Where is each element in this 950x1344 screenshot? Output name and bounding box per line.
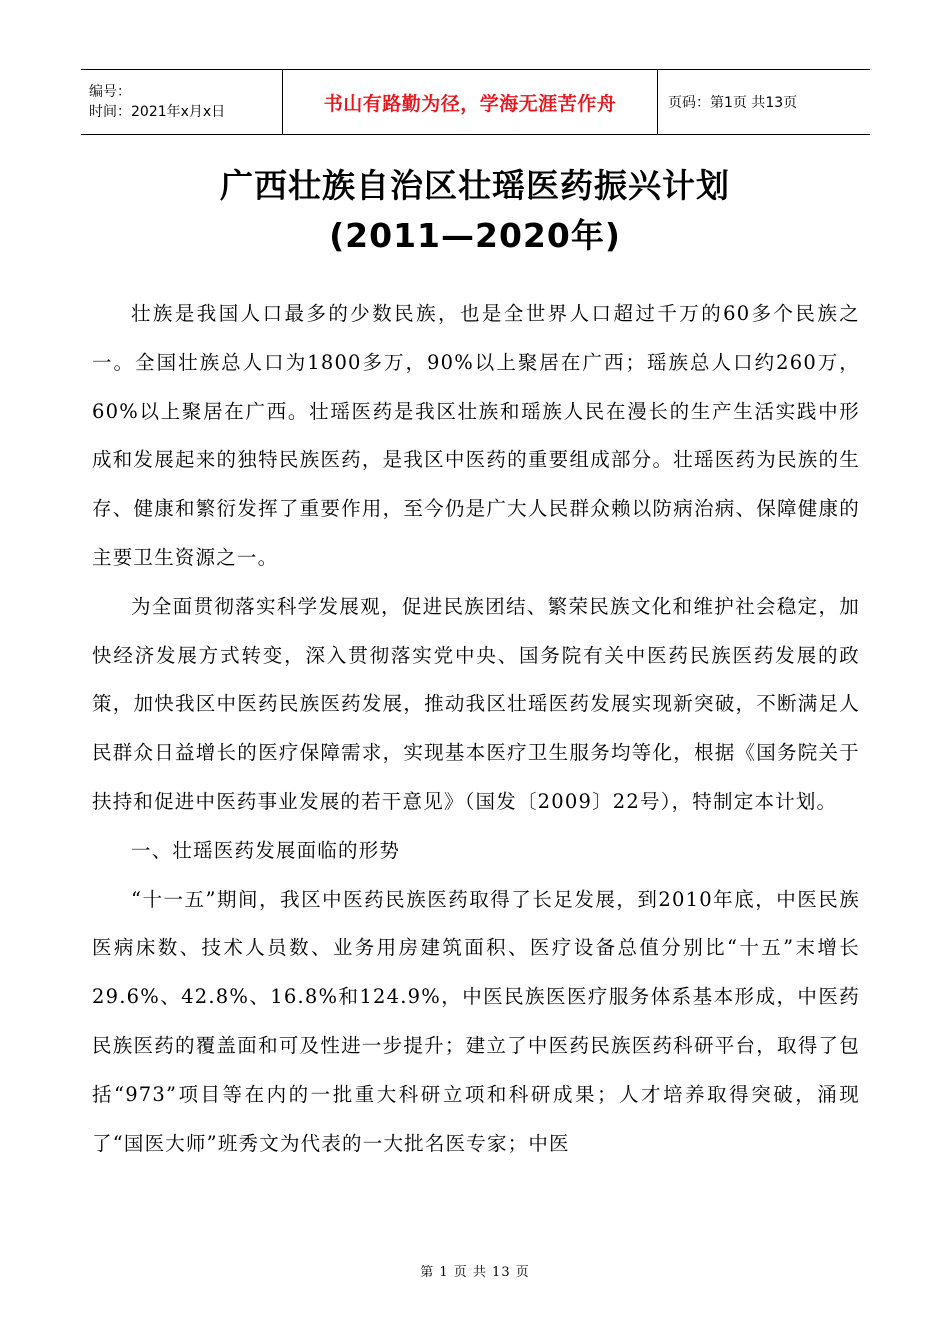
header-motto: 书山有路勤为径，学海无涯苦作舟 [323,92,617,115]
page-footer: 第 1 页 共 13 页 [420,1265,530,1280]
header-page-label: 页码：第1页 共13页 [668,95,798,111]
body-paragraph: 壮族是我国人口最多的少数民族，也是全世界人口超过千万的60多个民族之一。全国壮族总人口为1800多万，90%以上聚居在广西；瑶族总人口约260万，60%以上聚居在广西。壮瑶医药是我区壮族和瑶族人民在漫长的生产生活实践中形成和发展起来的独特民族医药，是我区中医药的重要组成部分。壮瑶医药为民族的生存、健康和繁衍发挥了重要作用，至今仍是广大人民群众赖以防病治病、保障健康的主要卫生资源之一。 [92,302,860,569]
document-body [92,290,860,1168]
document-title: 广西壮族自治区壮瑶医药振兴计划 [220,166,730,205]
document-number-label: 编号： [89,84,131,100]
document-subtitle-years: (2011—2020年) [329,216,621,255]
header-motto-cell [283,70,658,134]
document-time-label: 时间：2021年x月x日 [89,104,226,120]
header-page-cell [658,70,870,134]
body-paragraph: 为全面贯彻落实科学发展观，促进民族团结、繁荣民族文化和维护社会稳定，加快经济发展方式转变，深入贯彻落实党中央、国务院有关中医药民族医药发展的政策，加快我区中医药民族医药发展，推动我区壮瑶医药发展实现新突破，不断满足人民群众日益增长的医疗保障需求，实现基本医疗卫生服务均等化，根据《国务院关于扶持和促进中医药事业发展的若干意见》（国发〔2009〕22号），特制定本计划。 [92,594,860,813]
body-paragraph: “十一五”期间，我区中医药民族医药取得了长足发展，到2010年底，中医民族医病床数、技术人员数、业务用房建筑面积、医疗设备总值分别比“十五”末增长29.6%、42.8%、16.8%和124.9%，中医民族医医疗服务体系基本形成，中医药民族医药的覆盖面和可及性进一步提升；建立了中医药民族医药科研平台，取得了包括“973”项目等在内的一批重大科研立项和科研成果；人才培养取得突破，涌现了“国医大师”班秀文为代表的一大批名医专家；中医 [92,887,860,1155]
section-heading: 一、壮瑶医药发展面临的形势 [131,838,401,862]
document-header [81,69,870,135]
header-meta-cell [81,70,283,134]
